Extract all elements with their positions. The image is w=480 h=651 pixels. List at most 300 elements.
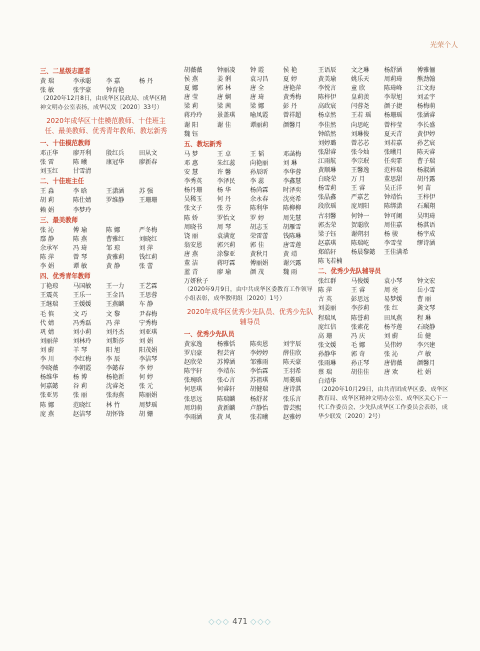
person-name: 喻凤霞 [250, 112, 269, 120]
person-name: 张 芬 [217, 205, 232, 213]
person-name [417, 248, 450, 257]
person-name: 杨 丹 [139, 78, 154, 86]
person-name: 张 蕾 [139, 263, 154, 271]
name-row [40, 291, 172, 300]
person-name: 周莉琦 [384, 76, 403, 84]
person-name: 张心言 [217, 377, 236, 385]
citation-note: （2020年9月9日，由中共成华区委教育工作领导小组表彰，成华教明组〔2020〕1号） [184, 287, 313, 303]
person-name: 杨卓然 [318, 112, 337, 120]
person-name: 何睿轩 [217, 386, 236, 394]
name-row [184, 376, 316, 385]
person-name: 白晓荣 [318, 176, 337, 184]
person-name: 刘玉红 [40, 168, 59, 176]
person-name: 胡健瑞 [250, 386, 269, 394]
person-name: 唐雪莲 [283, 241, 302, 249]
person-name: 李兴建 [417, 341, 436, 349]
person-name: 黄伊婷 [417, 130, 436, 138]
person-name: 杨宇成 [417, 230, 436, 238]
person-name: 冯秀磊 [73, 319, 92, 327]
person-name: 王若 瑶 [351, 112, 372, 120]
person-name: 夏天青 [384, 130, 403, 138]
person-name: 周玥萌 [184, 404, 203, 412]
person-name: 陈仕婧 [73, 197, 92, 205]
name-row [184, 395, 316, 404]
name-row [184, 250, 316, 259]
person-name: 罗启豪 [184, 350, 203, 358]
person-name: 薛佳欣 [283, 350, 302, 358]
section-heading: 四、优秀青年教师 [40, 273, 91, 281]
person-name: 钟育艳 [106, 87, 125, 95]
name-row [184, 102, 316, 111]
person-name: 陈琦峰 [384, 85, 403, 93]
person-name: 郭杰荣 [318, 221, 337, 229]
person-name: 陈 萍 [318, 287, 333, 295]
person-name: 蔡 瑞 [318, 369, 333, 377]
person-name: 陈瑞麟 [217, 395, 236, 403]
person-name: 涂黎亚 [217, 250, 236, 258]
name-row [40, 77, 172, 86]
person-name: 颜馨月 [283, 121, 302, 129]
name-row [318, 202, 450, 211]
person-name: 钟可阑 [384, 212, 403, 220]
person-name: 杨 骏 [384, 230, 399, 238]
person-name: 陈利华 [250, 205, 269, 213]
person-name: 王梓伊 [417, 194, 436, 202]
person-name: 唐 琦 [250, 94, 265, 102]
person-name: 杨雪莉 [318, 185, 337, 193]
person-name: 唐 燕 [184, 250, 199, 258]
person-name: 曾芯芯 [351, 139, 370, 147]
person-name: 文 黎 [106, 310, 121, 318]
person-name: 袁小琴 [384, 278, 403, 286]
person-name: 张文媛 [318, 341, 337, 349]
person-name: 石珮翔 [417, 203, 436, 211]
name-row [318, 84, 450, 93]
person-name: 张 红 [384, 305, 399, 313]
name-row [40, 401, 172, 410]
person-name: 邓菡梅 [283, 150, 302, 158]
person-name: 李怡霖 [250, 368, 269, 376]
person-name: 张曦月 [384, 148, 403, 156]
person-name: 周菱瑶 [283, 377, 302, 385]
person-name [250, 277, 283, 286]
name-row [40, 346, 172, 355]
person-name: 向艳丽 [250, 159, 269, 167]
person-name: 羊 琴 [73, 346, 88, 354]
person-name: 杨淇语 [417, 221, 436, 229]
name-row [318, 248, 450, 257]
person-name: 阳 旭 [106, 346, 121, 354]
person-name: 傅丽娟 [250, 259, 269, 267]
person-name: 夏 娜 [184, 85, 199, 93]
person-name: 杨舒茗 [250, 395, 269, 403]
person-name: 李泽民 [217, 178, 236, 186]
person-name: 苏祖琪 [250, 377, 269, 385]
person-name: 邹 琼 [106, 244, 121, 252]
person-name: 董思甜 [384, 176, 403, 184]
person-name: 刘宇辰 [283, 340, 302, 348]
person-name: 杨尚霖 [250, 187, 269, 195]
person-name: 唐倩薇 [384, 360, 403, 367]
person-name: 许 馨 [217, 169, 232, 177]
person-name: 黄 瑞 [40, 78, 55, 86]
person-name: 安 慧 [184, 169, 199, 177]
person-name: 张雨琳 [318, 360, 337, 367]
person-name: 陈奕恩 [250, 340, 269, 348]
person-name: 陈柳柳 [283, 205, 302, 213]
person-name: 王金昌 [106, 292, 125, 300]
person-name [384, 377, 417, 386]
person-name: 岳小雪 [417, 287, 436, 295]
name-row [40, 310, 172, 319]
name-row [40, 235, 172, 244]
person-name: 陈 娜 [106, 226, 121, 234]
person-name: 卢 敏 [417, 350, 432, 358]
person-name: 李晓薇 [40, 365, 59, 373]
section-heading: 一、十佳模范教师 [40, 139, 91, 147]
person-name: 姜 俐 [217, 76, 232, 84]
person-name: 马俊媛 [351, 278, 370, 286]
person-name [283, 277, 316, 286]
name-row [184, 241, 316, 250]
person-name: 黄秀梅 [283, 94, 302, 102]
person-name: 万 月 [351, 176, 366, 184]
person-name: 李鑫慧 [283, 178, 302, 186]
person-name: 蒋旴霖 [217, 259, 236, 267]
person-name: 王震英 [40, 292, 59, 300]
person-name: 张宇豪 [73, 87, 92, 95]
person-name: 杨艳新 [106, 374, 125, 382]
name-row [184, 349, 316, 358]
person-name: 侯 燕 [184, 76, 199, 84]
person-name [217, 130, 250, 139]
person-name: 杨淑涵 [417, 167, 436, 175]
person-name: 黄顺琳 [318, 167, 337, 175]
page-number-ornament-left: ◇◇◇ [208, 617, 230, 626]
person-name: 易梦媛 [384, 296, 403, 304]
person-name: 李秀英 [184, 178, 203, 186]
name-row [184, 121, 316, 130]
person-name: 皇莉羡 [351, 94, 370, 102]
name-row [184, 358, 316, 367]
person-name: 张甜睿 [318, 148, 337, 156]
name-row [184, 186, 316, 195]
person-name: 黄家逸 [184, 340, 203, 348]
person-name: 郭兴莉 [217, 241, 236, 249]
citation-note: （2020年12月8日，由成华区民政局、成华区精神文明办公室表扬，成华民发〔2020〕33号） [40, 96, 167, 112]
name-row [40, 244, 172, 253]
section-heading: 二、优秀少先队辅导员 [318, 268, 381, 276]
person-name: 刘斯莎 [106, 337, 125, 345]
person-name: 王乐一 [73, 292, 92, 300]
person-name: 王继瑞 [40, 301, 59, 309]
person-name: 张 丽 [73, 392, 88, 400]
name-row [40, 253, 172, 262]
name-row [184, 277, 316, 286]
name-row [318, 304, 450, 313]
person-name: 谢朔羽 [351, 230, 370, 238]
person-name [417, 257, 450, 266]
person-name: 傅雅俪 [417, 67, 436, 74]
person-name: 康冠华 [106, 159, 125, 167]
name-row [184, 195, 316, 204]
person-name: 钟丽凌 [217, 67, 236, 74]
person-name: 曾梓莹 [384, 121, 403, 129]
person-name: 傅 瑜 [73, 226, 88, 234]
person-name: 胡志玉 [250, 223, 269, 231]
person-name: 马 梦 [184, 150, 199, 158]
person-name [351, 257, 384, 266]
person-name: 龚文琴 [417, 305, 436, 313]
person-name: 车 静 [139, 301, 154, 309]
person-name: 罗 婷 [250, 214, 265, 222]
person-name: 代 婧 [40, 319, 55, 327]
person-name: 何 婷 [139, 374, 154, 382]
person-name: 颜 茂 [250, 269, 265, 277]
person-name: 陈绑潇 [384, 203, 403, 211]
name-row [184, 413, 316, 422]
person-name: 冯 琦 [73, 244, 88, 252]
person-name: 庞红信 [318, 323, 337, 331]
name-row [40, 300, 172, 309]
person-name: 李 嘉 [106, 78, 121, 86]
person-name: 熊劲翰 [417, 76, 436, 84]
name-row [184, 259, 316, 268]
person-name: 陈 娜 [40, 401, 55, 409]
person-name: 李朝霞 [73, 365, 92, 373]
person-name: 杨舒涵 [384, 67, 403, 74]
person-name: 王 淼 [40, 188, 55, 196]
person-name: 周晓书 [184, 223, 203, 231]
person-name: 贺聪欣 [351, 221, 370, 229]
person-name: 王 韬 [250, 150, 265, 158]
name-row [318, 377, 450, 386]
person-name: 缪诗涵 [417, 239, 436, 247]
person-name: 岳 健 [417, 332, 432, 340]
person-name: 黄 靖 [283, 250, 298, 258]
name-row [40, 337, 172, 346]
person-name: 林 竹 [106, 401, 121, 409]
person-name: 孙艺宸 [417, 139, 436, 147]
person-name: 严嘉艺 [351, 194, 370, 202]
person-name: 张 沁 [384, 350, 399, 358]
person-name: 胡佳佳 [351, 369, 370, 377]
person-name: 袁习昌 [250, 76, 269, 84]
person-name: 时泽奕 [283, 187, 302, 195]
person-name: 向思屹 [351, 121, 370, 129]
name-row [318, 175, 450, 184]
person-name: 李 娟 [40, 263, 55, 271]
person-name: 黄 静 [106, 263, 121, 271]
person-name: 赵洁琴 [73, 410, 92, 418]
person-name: 杨 华 [217, 187, 232, 195]
person-name: 刘 萍 [139, 244, 154, 252]
person-name: 彭 丹 [283, 103, 298, 111]
person-name: 张素花 [351, 323, 370, 331]
person-name: 曹 丽 [417, 296, 432, 304]
name-row [318, 121, 450, 130]
person-name: 余永春 [250, 196, 269, 204]
person-name: 杨丹珊 [184, 187, 203, 195]
name-row [40, 167, 172, 176]
page-number-ornament-right: ◇◇◇ [250, 617, 272, 626]
person-name: 古 英 [318, 296, 333, 304]
name-row [184, 223, 316, 232]
name-row [40, 355, 172, 364]
person-name: 古羽馨 [318, 212, 337, 220]
name-row [318, 332, 450, 341]
person-name: 陈飞若楠 [318, 257, 343, 265]
person-name: 高政宸 [318, 103, 337, 111]
name-row [318, 368, 450, 377]
person-name: 曾祥超 [283, 112, 302, 120]
person-name: 曹子瑞 [417, 157, 436, 165]
person-name: 谢兴露 [283, 259, 302, 267]
column-left [40, 66, 172, 419]
person-name: 周 琴 [217, 223, 232, 231]
person-name: 陈誉莉 [351, 314, 370, 322]
name-row [318, 93, 450, 102]
person-name: 魏 钰 [184, 130, 199, 138]
person-name: 唐诗淇 [283, 386, 302, 394]
name-row [184, 340, 316, 349]
person-name: 杨芩莲 [384, 323, 403, 331]
person-name [384, 257, 417, 266]
person-name: 翁安恩 [184, 241, 203, 249]
name-row [318, 111, 450, 120]
name-row [318, 212, 450, 221]
person-name: 刘 蔚 [384, 332, 399, 340]
person-name: 陈 燕 [73, 235, 88, 243]
person-name: 文 巧 [73, 310, 88, 318]
person-name: 黄 风 [217, 413, 232, 421]
name-row [318, 239, 450, 248]
name-row [40, 158, 172, 167]
section-heading: 五、教坛新秀 [184, 140, 222, 148]
name-row [318, 341, 450, 350]
person-name: 冯 庆 [351, 332, 366, 340]
person-name: 杨梅萌 [417, 103, 436, 111]
name-row [184, 404, 316, 413]
person-name: 谢 佳 [217, 121, 232, 129]
person-name: 沈亮希 [283, 196, 302, 204]
name-row [318, 66, 450, 75]
page-number [0, 617, 480, 626]
name-row [40, 282, 172, 291]
person-name: 刘小莉 [73, 328, 92, 336]
person-name: 曾 琴 [73, 254, 88, 261]
person-name: 李 辰 [106, 356, 121, 364]
person-name: 李 晗 [73, 188, 88, 196]
name-row [318, 130, 450, 139]
person-name: 陈 曦 [73, 159, 88, 167]
person-name: 冯 萍 [106, 319, 121, 327]
person-name: 钟皓然 [318, 130, 337, 138]
person-name: 王艺霖 [139, 283, 158, 291]
section-heading: 二、十佳班主任 [40, 178, 85, 186]
person-name: 刘婷璐 [318, 139, 337, 147]
person-name: 王潇涵 [106, 188, 125, 196]
name-row [318, 359, 450, 368]
person-name: 苏 强 [139, 188, 154, 196]
person-name: 万妍秋子 [184, 278, 209, 286]
person-name: 苏博涵 [217, 359, 236, 367]
name-row [318, 221, 450, 230]
person-name: 刘姜丽 [318, 305, 337, 313]
person-name: 陈瑞屹 [351, 239, 370, 247]
person-name: 杜 娟 [417, 369, 432, 377]
person-name: 胡丹露 [417, 176, 436, 184]
person-name: 郑皓轩 [318, 248, 337, 256]
person-name: 郭 奇 [351, 350, 366, 358]
person-name: 张 雷 [40, 159, 55, 167]
person-name: 黄雅莉 [106, 254, 125, 261]
person-name: 周先慧 [283, 214, 302, 222]
person-name: 何思琪 [184, 386, 203, 394]
person-name: 张 敏 [40, 87, 55, 95]
name-row [318, 295, 450, 304]
person-name: 高 珊 [318, 332, 333, 340]
person-name: 马国敏 [73, 283, 92, 291]
person-name: 刘孟宇 [417, 94, 436, 102]
person-name: 刘林玲 [73, 337, 92, 345]
person-name: 朱红蕊 [217, 159, 236, 167]
person-name: 李红梅 [73, 356, 92, 364]
person-name: 张思远 [184, 395, 203, 403]
person-name [250, 130, 283, 139]
person-name: 杨晨黎懿 [351, 248, 376, 256]
person-name: 段欣瑶 [318, 203, 337, 211]
person-name: 刘丹杰 [106, 328, 125, 336]
citation-note: （2020年10月29日，由共青团成华区委、成华区教育局、成华区精神文明办公室、成华区关心下一代工作委员会、少先队成华区工作委员会表彰，成华少联发〔2020〕2号） [318, 387, 449, 420]
name-row [40, 262, 172, 271]
person-name: 李长盛 [417, 121, 436, 129]
person-name: 孙正琴 [351, 360, 370, 367]
person-name: 王羽希 [283, 368, 302, 376]
name-row [184, 84, 316, 93]
person-name: 周 亮 [384, 287, 399, 295]
person-name: 罗怡文 [217, 214, 236, 222]
name-row [184, 93, 316, 102]
name-row [40, 226, 172, 235]
person-name [139, 206, 172, 215]
person-name: 姚乐天 [351, 76, 370, 84]
name-row [40, 364, 172, 373]
person-name: 何嘉懿 [40, 383, 59, 391]
person-name: 钱陈琳 [283, 232, 302, 240]
person-name: 张琬晗 [184, 377, 203, 385]
person-name: 唐艳萍 [283, 85, 302, 93]
name-row [184, 177, 316, 186]
name-row [184, 75, 316, 84]
person-name: 谭 敏 [73, 263, 88, 271]
person-name: 胡 莉 [40, 197, 55, 205]
person-name: 梁子钰 [318, 230, 337, 238]
person-name: 唐 欢 [384, 369, 399, 377]
person-name: 田凤燕 [384, 314, 403, 322]
person-name: 王 卓 [217, 150, 232, 158]
person-name: 严冬梅 [139, 226, 158, 234]
section-heading: 三、二星级志愿者 [40, 68, 91, 75]
person-name: 闫蓉尧 [351, 103, 370, 111]
person-name: 邹雅雨 [250, 359, 269, 367]
person-name: 毛 傧 [40, 310, 55, 318]
person-name: 王馨逸 [351, 167, 370, 175]
person-name: 陈天豪 [283, 359, 302, 367]
name-row [318, 230, 450, 239]
person-name: 谷 莉 [73, 383, 88, 391]
person-name: 梁 莉 [184, 103, 199, 111]
